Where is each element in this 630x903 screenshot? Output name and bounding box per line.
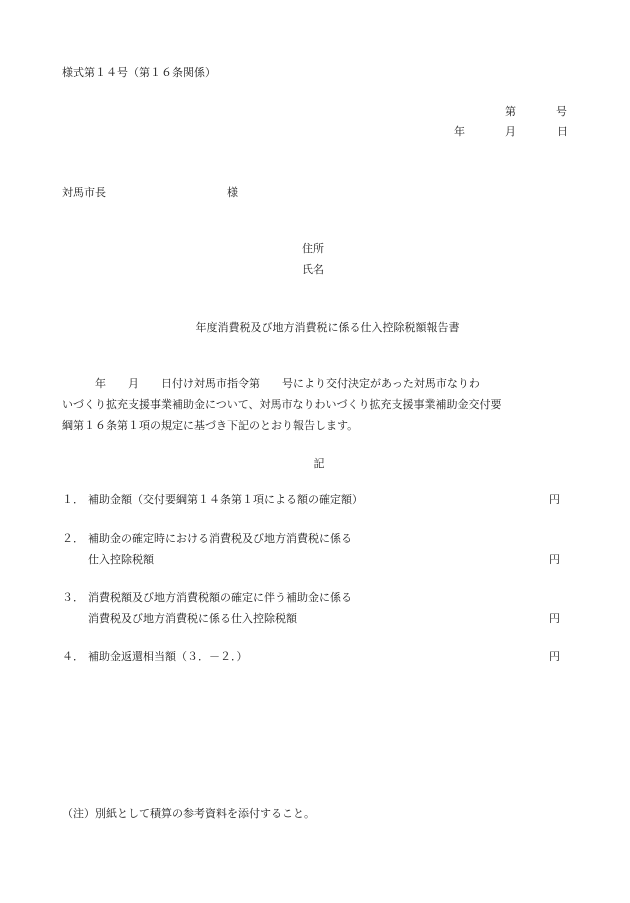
item-number: ２．	[62, 532, 84, 545]
item-number: ４．	[62, 650, 84, 663]
date-day: 日	[557, 125, 568, 138]
doc-number-prefix: 第	[505, 105, 516, 118]
date-year: 年	[454, 125, 465, 138]
addressee: 対馬市長	[62, 186, 106, 199]
date-month: 月	[505, 125, 516, 138]
item-text: 補助金の確定時における消費税及び地方消費税に係る	[88, 532, 352, 545]
item-number: １．	[62, 493, 84, 506]
body-paragraph	[62, 378, 582, 441]
item-number: ３．	[62, 591, 84, 604]
sender-name-label: 氏名	[302, 263, 324, 276]
doc-number-suffix: 号	[556, 105, 567, 118]
item-unit: 円	[549, 493, 560, 506]
report-title: 年度消費税及び地方消費税に係る仕入控除税額報告書	[195, 321, 460, 334]
body-line: いづくり拡充支援事業補助金について、対馬市なりわいづくり拡充支援事業補助金交付要	[62, 398, 502, 411]
item-text-continued: 仕入控除税額	[88, 553, 154, 566]
sender-address-label: 住所	[302, 242, 324, 255]
item-unit: 円	[549, 612, 560, 625]
item-text: 補助金額（交付要綱第１４条第１項による額の確定額）	[88, 493, 363, 506]
item-text-continued: 消費税及び地方消費税に係る仕入控除税額	[88, 612, 297, 625]
item-unit: 円	[549, 650, 560, 663]
item-unit: 円	[549, 553, 560, 566]
item-text: 消費税額及び地方消費税額の確定に伴う補助金に係る	[88, 591, 352, 604]
body-line: 綱第１６条第１項の規定に基づき下記のとおり報告します。	[62, 419, 359, 432]
ki-heading: 記	[313, 457, 325, 470]
footnote: （注）別紙として積算の参考資料を添付すること。	[62, 807, 315, 820]
honorific: 様	[227, 186, 238, 199]
item-text: 補助金返還相当額（３．－２．）	[88, 650, 248, 663]
body-line: 年 月 日付け対馬市指令第 号により交付決定があった対馬市なりわ	[62, 377, 480, 390]
form-number: 様式第１４号（第１６条関係）	[62, 66, 216, 79]
